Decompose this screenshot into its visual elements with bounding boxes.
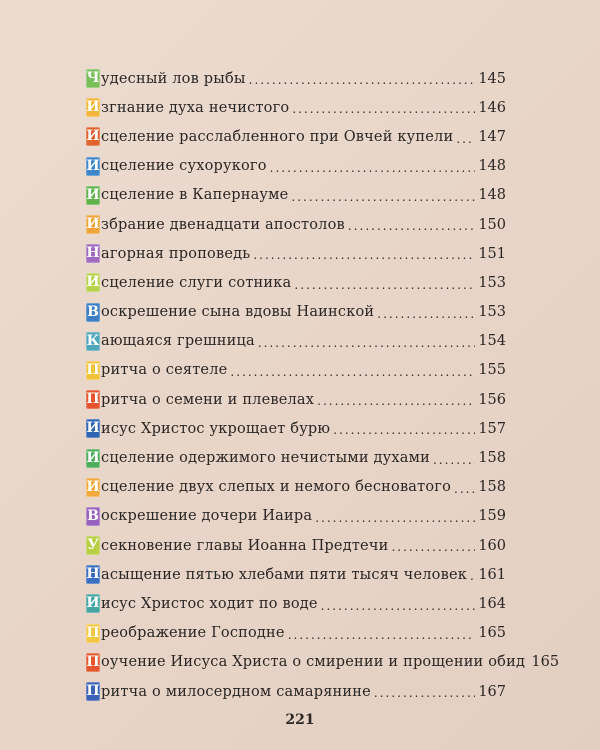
toc-entry [86, 64, 506, 93]
toc-entry-title: оучение Иисуса Христа о смирении и прощении обид [101, 654, 526, 671]
toc-entry-title: сцеление слуги сотника [101, 274, 292, 291]
toc-entry-page: 145 [478, 70, 506, 87]
toc-entry [86, 298, 506, 327]
dot-leader [391, 541, 475, 560]
toc-entry [86, 385, 506, 414]
toc-entry-page: 161 [478, 566, 506, 583]
toc-entry [86, 122, 506, 151]
toc-entry-title: исус Христос укрощает бурю [101, 420, 331, 437]
toc-entry-title: сцеление одержимого нечистыми духами [101, 450, 430, 467]
dot-leader [377, 308, 475, 327]
dot-leader [291, 191, 475, 210]
toc-entry-page: 156 [478, 391, 506, 408]
toc-entry [86, 560, 506, 589]
drop-cap-initial: В [87, 303, 99, 320]
toc-entry-page: 153 [478, 274, 506, 291]
drop-cap-initial: И [86, 595, 100, 612]
drop-cap-initial: П [86, 653, 100, 670]
toc-entry [86, 648, 560, 677]
toc-entry [86, 268, 506, 297]
drop-cap-initial: И [86, 420, 100, 437]
toc-entry-title: згнание духа нечистого [101, 99, 290, 116]
toc-entry-title: асыщение пятью хлебами пяти тысяч человек [101, 566, 467, 583]
toc-entry [86, 239, 506, 268]
toc-entry-title: секновение главы Иоанна Предтечи [101, 537, 389, 554]
drop-cap-initial: И [86, 274, 100, 291]
toc-entry [86, 531, 506, 560]
dot-leader [288, 629, 475, 648]
dot-leader [294, 279, 475, 298]
drop-cap-initial: П [86, 391, 100, 408]
toc-entry-page: 165 [478, 625, 506, 642]
toc-entry-page: 146 [478, 99, 506, 116]
dot-leader [258, 337, 475, 356]
toc-entry-title: сцеление расслабленного при Овчей купели [101, 128, 454, 145]
toc-entry [86, 619, 506, 648]
toc-entry [86, 677, 506, 706]
toc-entry [86, 181, 506, 210]
toc-entry-page: 148 [478, 187, 506, 204]
toc-entry [86, 327, 506, 356]
drop-cap-initial: У [87, 537, 99, 554]
toc-entry-page: 153 [478, 304, 506, 321]
dot-leader [253, 249, 475, 268]
toc-entry-page: 160 [478, 537, 506, 554]
dot-leader [230, 366, 475, 385]
toc-entry-page: 147 [478, 128, 506, 145]
dot-leader [470, 570, 475, 589]
dot-leader [249, 74, 475, 93]
toc-entry-title: сцеление двух слепых и немого бесноватого [101, 479, 452, 496]
dot-leader [321, 600, 475, 619]
drop-cap-initial: П [86, 361, 100, 378]
dot-leader [333, 424, 475, 443]
toc-entry-page: 157 [478, 420, 506, 437]
table-of-contents [86, 64, 560, 706]
dot-leader [270, 162, 475, 181]
toc-entry [86, 502, 506, 531]
page-number: 221 [285, 712, 315, 728]
dot-leader [454, 483, 475, 502]
toc-entry-title: ритча о милосердном самарянине [101, 683, 371, 700]
drop-cap-initial: И [86, 99, 100, 116]
dot-leader [348, 220, 475, 239]
toc-entry-page: 165 [531, 654, 560, 671]
drop-cap-initial: И [86, 128, 100, 145]
drop-cap-initial: И [86, 449, 100, 466]
drop-cap-initial: К [86, 332, 100, 349]
dot-leader [433, 454, 475, 473]
drop-cap-initial: И [86, 216, 100, 233]
drop-cap-initial: Ч [86, 70, 100, 87]
toc-entry-page: 150 [478, 216, 506, 233]
toc-entry-title: оскрешение дочери Иаира [101, 508, 313, 525]
drop-cap-initial: Н [86, 245, 100, 262]
toc-entry-title: сцеление сухорукого [101, 158, 267, 175]
toc-entry-page: 151 [478, 245, 506, 262]
drop-cap-initial: И [86, 157, 100, 174]
toc-entry-title: удесный лов рыбы [101, 70, 246, 87]
toc-entry-title: реображение Господне [101, 625, 285, 642]
toc-entry-title: ритча о сеятеле [101, 362, 228, 379]
toc-entry-page: 154 [478, 333, 506, 350]
toc-entry-title: сцеление в Капернауме [101, 187, 289, 204]
toc-entry-page: 155 [478, 362, 506, 379]
toc-entry-title: ритча о семени и плевелах [101, 391, 315, 408]
drop-cap-initial: Н [86, 566, 100, 583]
toc-entry [86, 356, 506, 385]
toc-entry-page: 167 [478, 683, 506, 700]
dot-leader [374, 687, 475, 706]
toc-entry [86, 210, 506, 239]
dot-leader [317, 395, 475, 414]
toc-entry-page: 148 [478, 158, 506, 175]
drop-cap-initial: И [86, 478, 100, 495]
toc-entry [86, 473, 506, 502]
toc-entry [86, 152, 506, 181]
drop-cap-initial: И [86, 186, 100, 203]
toc-entry-title: збрание двенадцати апостолов [101, 216, 345, 233]
toc-entry-page: 158 [478, 450, 506, 467]
toc-entry-page: 164 [478, 595, 506, 612]
dot-leader [456, 133, 475, 152]
dot-leader [292, 103, 475, 122]
toc-entry [86, 93, 506, 122]
toc-entry-title: агорная проповедь [101, 245, 251, 262]
toc-entry-page: 159 [478, 508, 506, 525]
toc-entry-title: ающаяся грешница [101, 333, 255, 350]
toc-entry-title: исус Христос ходит по воде [101, 595, 318, 612]
dot-leader [315, 512, 475, 531]
toc-entry [86, 414, 506, 443]
drop-cap-initial: П [86, 624, 100, 641]
drop-cap-initial: В [87, 507, 99, 524]
toc-entry [86, 443, 506, 472]
toc-entry-page: 158 [478, 479, 506, 496]
toc-entry-title: оскрешение сына вдовы Наинской [101, 304, 375, 321]
drop-cap-initial: П [86, 683, 100, 700]
toc-entry [86, 589, 506, 618]
